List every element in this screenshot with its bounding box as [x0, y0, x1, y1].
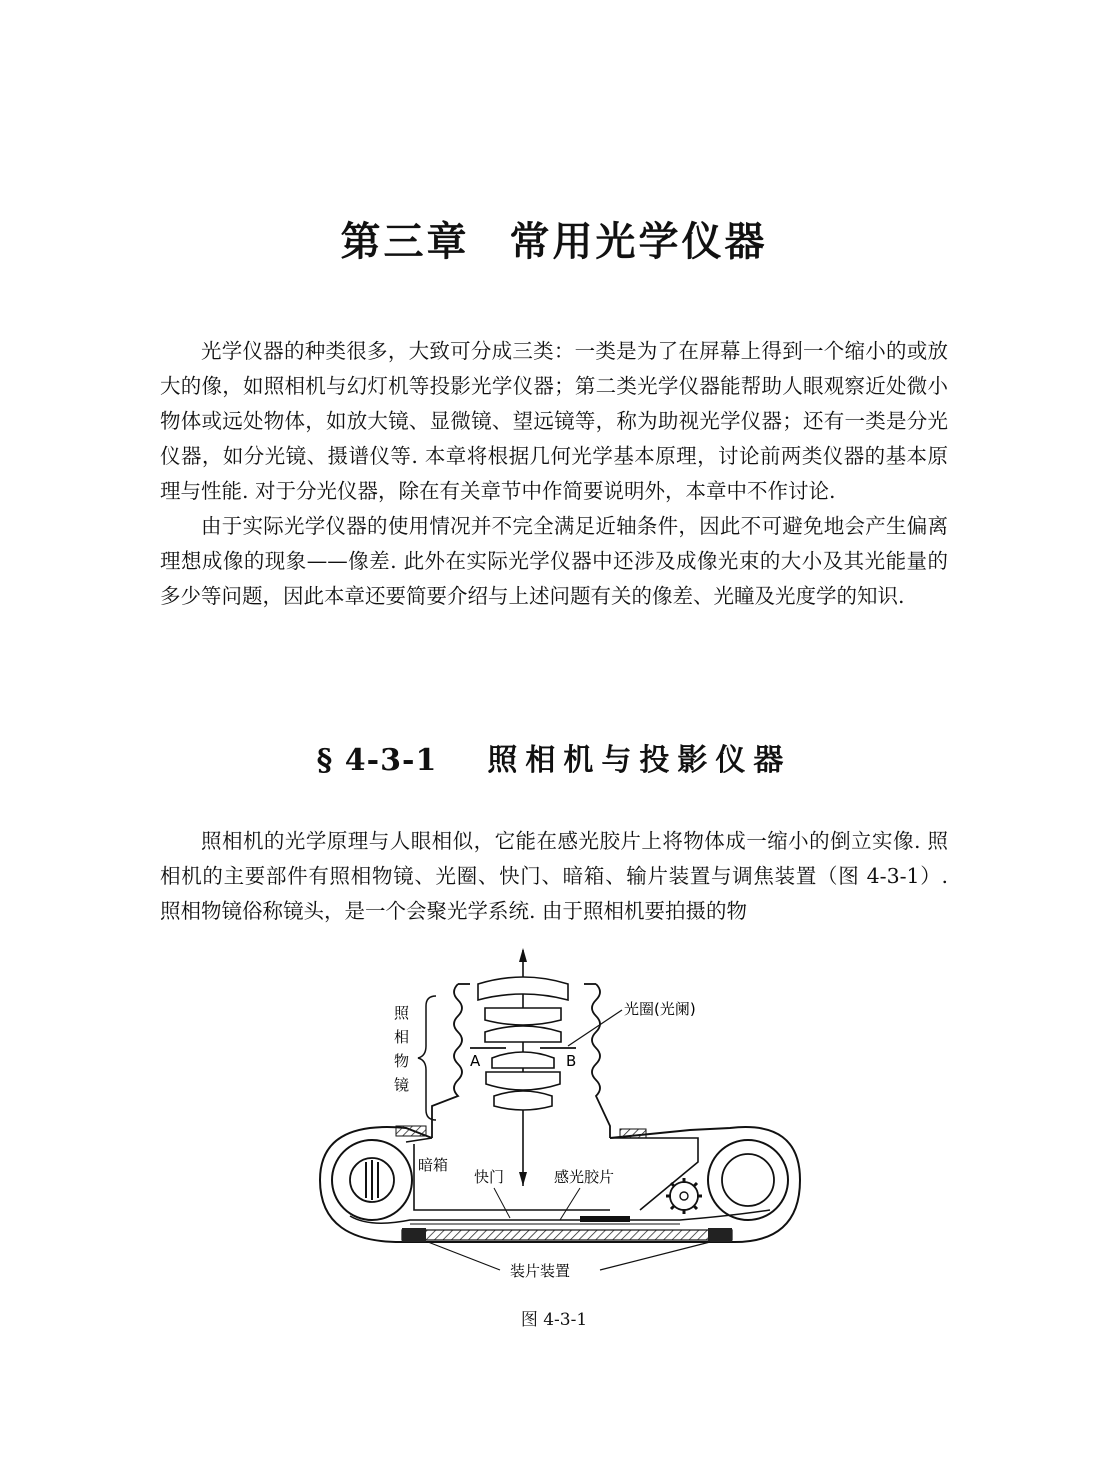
label-lens-2: 相 — [394, 1028, 410, 1046]
intro-paragraph-1: 光学仪器的种类很多，大致可分成三类：一类是为了在屏幕上得到一个缩小的或放大的像，如照相机与幻灯机等投影光学仪器；第二类光学仪器能帮助人眼观察近处微小物体或远处物体，如放大镜、显微镜、望远镜等，称为助视光学仪器；还有一类是分光仪器，如分光镜、摄谱仪等. 本章将根据几何光学基本原理，讨论前两类仪器的基本原理与性能. 对于分光仪器，除在有关章节中作简要说明外，本章中不作讨论. — [160, 339, 948, 503]
label-lens-3: 物 — [394, 1052, 410, 1070]
label-shutter: 快门 — [474, 1168, 505, 1186]
intro-text — [160, 334, 948, 614]
label-darkbox: 暗箱 — [418, 1156, 449, 1174]
section-heading — [0, 735, 1108, 779]
lens-element-5 — [486, 1072, 560, 1090]
chapter-name: 常用光学仪器 — [509, 219, 768, 265]
body-inner-line — [406, 1138, 432, 1142]
pressure-plate — [580, 1216, 630, 1222]
camera-diagram-svg — [310, 948, 810, 1288]
label-lens-4: 镜 — [394, 1076, 410, 1094]
barrel-right-wall — [592, 984, 610, 1138]
top-right-pad — [620, 1129, 646, 1138]
axis-arrow-mid — [519, 1172, 527, 1186]
intro-paragraph-2: 由于实际光学仪器的使用情况并不完全满足近轴条件，因此不可避免地会产生偏离理想成像的现象——像差. 此外在实际光学仪器中还涉及成像光束的大小及其光能量的多少等问题，因此本章还要简要介绍与上述问题有关的像差、光瞳及光度学的知识. — [160, 514, 948, 608]
label-lens-1: 照 — [394, 1004, 410, 1022]
lens-element-2 — [485, 1008, 561, 1025]
sprocket-hub — [680, 1192, 688, 1200]
loader-pointer-left — [428, 1242, 500, 1270]
axis-arrow-top — [519, 948, 527, 962]
camera-text — [160, 824, 948, 929]
label-point-b: B — [566, 1052, 577, 1070]
label-loader: 装片装置 — [510, 1262, 571, 1280]
loader-pointer-right — [600, 1242, 710, 1270]
camera-paragraph: 照相机的光学原理与人眼相似，它能在感光胶片上将物体成一缩小的倒立实像. 照相机的主要部件有照相物镜、光圈、快门、暗箱、输片装置与调焦装置（图 4-3-1）. 照相物镜俗称镜头，是一个会聚光学系统. 由于照相机要拍摄的物 — [160, 829, 948, 923]
label-point-a: A — [470, 1052, 481, 1070]
barrel-left-wall — [432, 984, 462, 1138]
film-pointer — [560, 1188, 580, 1220]
label-aperture: 光圈(光阑) — [624, 1000, 696, 1018]
right-spool-inner — [722, 1154, 774, 1206]
figure-caption: 图 4-3-1 — [520, 1310, 588, 1330]
section-number: § 4-3-1 — [316, 743, 438, 778]
chapter-title — [0, 210, 1108, 267]
label-film: 感光胶片 — [554, 1168, 615, 1186]
camera-diagram — [310, 948, 810, 1288]
top-left-pad — [396, 1126, 426, 1136]
section-title: 照相机与投影仪器 — [487, 743, 792, 778]
loader-right-end — [708, 1228, 732, 1242]
chapter-number: 第三章 — [340, 219, 470, 265]
film-strip — [350, 1210, 770, 1223]
loader-left-end — [402, 1228, 426, 1242]
lens-element-6 — [494, 1091, 552, 1110]
lens-brace — [418, 996, 436, 1120]
loader-plate — [402, 1230, 732, 1240]
shutter-pointer — [494, 1188, 510, 1218]
lens-element-4 — [492, 1052, 554, 1068]
lens-element-3 — [485, 1026, 561, 1042]
